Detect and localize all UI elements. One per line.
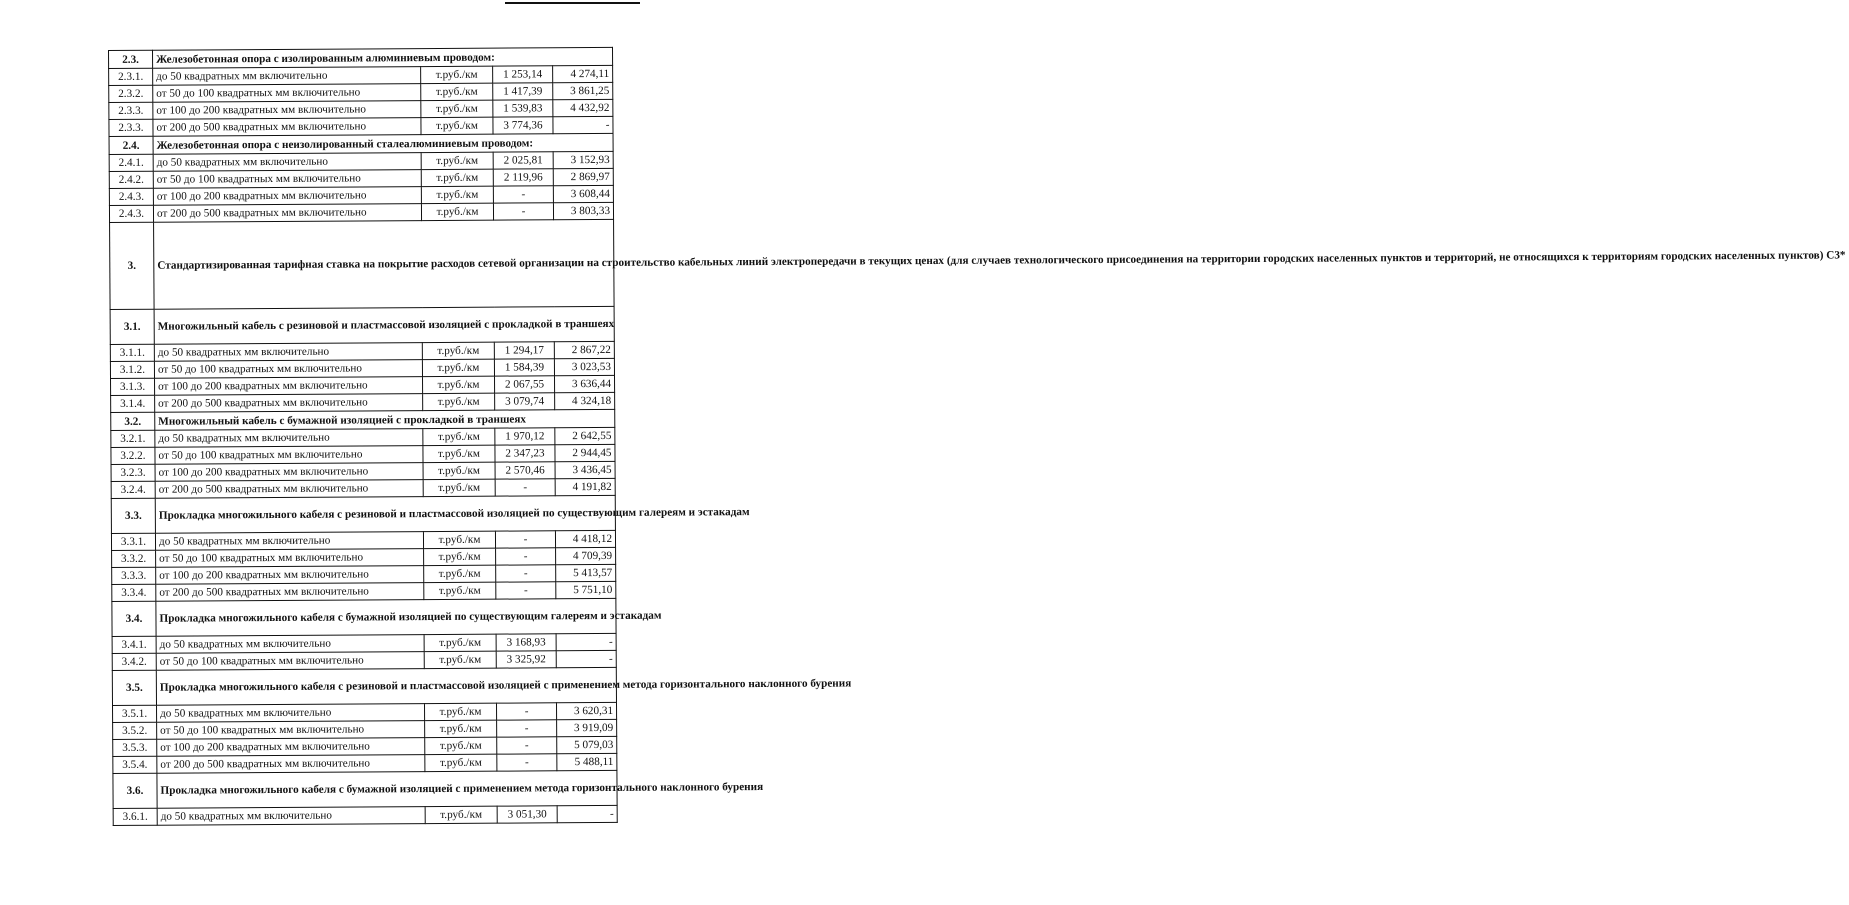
row-description: от 100 до 200 квадратных мм включительно [155,377,423,396]
section-title: Многожильный кабель с резиновой и пластмассовой изоляцией с прокладкой в траншеях [154,306,614,344]
row-unit: т.руб./км [421,169,493,186]
row-number: 3.3.2. [112,550,156,567]
row-number: 3.1.2. [110,361,154,378]
table-row [112,667,616,705]
row-value-2: 3 152,93 [553,151,613,168]
row-number: 2.4.3. [109,205,153,222]
row-description: до 50 квадратных мм включительно [154,343,422,362]
row-unit: т.руб./км [423,445,495,462]
tariff-table [108,47,1846,826]
row-unit: т.руб./км [423,428,495,445]
row-description: до 50 квадратных мм включительно [153,153,421,172]
row-value-2: 3 620,31 [556,702,616,719]
row-value-2: 3 861,25 [553,82,613,99]
row-unit: т.руб./км [422,342,494,359]
row-unit: т.руб./км [425,806,497,823]
row-number: 2.3.1. [109,68,153,85]
section-title: Прокладка многожильного кабеля с бумажной изоляцией по существующим галереям и эстакадам [156,598,616,636]
row-value-2: 3 436,45 [555,461,615,478]
table-row [113,770,617,808]
row-value-1: 2 570,46 [495,462,555,479]
row-unit: т.руб./км [425,737,497,754]
row-value-1: - [493,186,553,203]
row-value-1: 1 417,39 [493,83,553,100]
row-number: 3.3.1. [111,533,155,550]
row-value-2: - [556,650,616,667]
row-description: от 200 до 500 квадратных мм включительно [157,755,425,774]
row-value-2: 4 709,39 [556,547,616,564]
row-description: от 200 до 500 квадратных мм включительно [155,480,423,499]
row-value-2: 5 079,03 [557,736,617,753]
row-value-1: - [495,531,555,548]
row-number: 3.6.1. [113,808,157,825]
row-unit: т.руб./км [423,376,495,393]
row-description: от 50 до 100 квадратных мм включительно [154,360,422,379]
row-value-1: 1 584,39 [494,359,554,376]
row-value-1: 2 025,81 [493,152,553,169]
row-value-1: - [497,737,557,754]
row-value-2: 3 608,44 [553,185,613,202]
row-value-1: 3 051,30 [497,806,557,823]
row-number: 3.3.4. [112,584,156,601]
row-description: до 50 квадратных мм включительно [155,429,423,448]
row-number: 3.5.2. [113,722,157,739]
row-number: 2.4.1. [109,154,153,171]
section-number: 3.5. [112,670,156,705]
row-value-1: - [495,479,555,496]
row-description: от 50 до 100 квадратных мм включительно [157,721,425,740]
row-number: 3.1.3. [111,378,155,395]
row-value-2: 5 488,11 [557,753,617,770]
row-value-2: 5 413,57 [556,564,616,581]
row-number: 2.3.3. [109,119,153,136]
row-value-2: 2 867,22 [554,341,614,358]
row-value-2: 4 191,82 [555,478,615,495]
row-description: от 200 до 500 квадратных мм включительно [153,204,421,223]
row-number: 2.3.2. [109,85,153,102]
row-value-1: 1 253,14 [493,66,553,83]
row-description: от 200 до 500 квадратных мм включительно [153,118,421,137]
section-number: 2.4. [109,136,153,154]
row-unit: т.руб./км [421,203,493,220]
row-value-1: 2 119,96 [493,169,553,186]
row-description: от 200 до 500 квадратных мм включительно [155,394,423,413]
row-unit: т.руб./км [424,634,496,651]
row-number: 3.5.1. [113,705,157,722]
section-title: Прокладка многожильного кабеля с резиновой и пластмассовой изоляцией по существующим галереям и эстакадам [155,495,615,533]
row-unit: т.руб./км [422,359,494,376]
row-value-2: - [556,633,616,650]
section-number: 3. [110,222,155,309]
row-value-1: - [496,565,556,582]
section-number: 3.4. [112,601,156,636]
row-value-1: - [496,582,556,599]
row-description: от 100 до 200 квадратных мм включительно [157,738,425,757]
row-unit: т.руб./км [424,703,496,720]
row-number: 3.5.4. [113,756,157,773]
row-value-1: - [496,548,556,565]
row-value-2: 4 418,12 [555,530,615,547]
row-description: от 100 до 200 квадратных мм включительно [153,187,421,206]
row-unit: т.руб./км [421,66,493,83]
row-unit: т.руб./км [421,152,493,169]
row-value-2: 3 636,44 [554,375,614,392]
row-number: 3.1.4. [111,395,155,412]
row-unit: т.руб./км [424,565,496,582]
row-number: 3.2.3. [111,464,155,481]
table-row [112,598,616,636]
row-description: от 100 до 200 квадратных мм включительно [153,101,421,120]
section-title: Железобетонная опора с неизолированный сталеалюминиевым проводом: [153,133,613,154]
section-number: 3.3. [111,498,155,533]
row-description: от 100 до 200 квадратных мм включительно [155,463,423,482]
row-value-1: - [497,720,557,737]
row-number: 3.3.3. [112,567,156,584]
row-unit: т.руб./км [424,582,496,599]
row-description: от 50 до 100 квадратных мм включительно [155,446,423,465]
row-value-1: 3 168,93 [496,634,556,651]
row-value-2: 3 023,53 [554,358,614,375]
row-value-1: 1 294,17 [494,342,554,359]
row-description: до 50 квадратных мм включительно [157,704,425,723]
row-unit: т.руб./км [423,479,495,496]
section-number: 3.2. [111,412,155,430]
row-value-2: 4 432,92 [553,99,613,116]
row-number: 3.2.1. [111,430,155,447]
table-row [111,495,615,533]
row-value-2: 5 751,10 [556,581,616,598]
row-number: 2.4.2. [109,171,153,188]
row-value-2: 4 274,11 [553,65,613,82]
row-value-2: 3 919,09 [557,719,617,736]
row-number: 3.2.4. [111,481,155,498]
row-description: от 50 до 100 квадратных мм включительно [156,549,424,568]
row-number: 2.4.3. [109,188,153,205]
row-value-1: 3 325,92 [496,651,556,668]
section-number: 3.6. [113,773,157,808]
section-title: Прокладка многожильного кабеля с резиновой и пластмассовой изоляцией с применением метода горизонтального наклонного бурения [156,667,616,705]
row-value-1: - [493,203,553,220]
section-number: 2.3. [109,50,153,68]
table-row [110,219,615,309]
row-value-1: 3 774,36 [493,117,553,134]
row-unit: т.руб./км [423,531,495,548]
row-unit: т.руб./км [423,462,495,479]
row-number: 3.4.2. [112,653,156,670]
row-value-2: 2 944,45 [555,444,615,461]
row-value-1: 2 067,55 [494,376,554,393]
table-row [110,306,614,344]
row-value-1: 1 539,83 [493,100,553,117]
row-value-1: 2 347,23 [495,445,555,462]
tariff-table-body [109,47,1846,825]
row-description: до 50 квадратных мм включительно [157,807,425,826]
row-value-2: 3 803,33 [553,202,613,219]
row-unit: т.руб./км [425,754,497,771]
row-description: до 50 квадратных мм включительно [156,635,424,654]
row-value-2: - [557,805,617,822]
section-number: 3.1. [110,309,154,344]
row-value-1: 1 970,12 [495,428,555,445]
table-row [113,805,617,825]
row-number: 3.1.1. [110,344,154,361]
row-value-1: 3 079,74 [495,393,555,410]
top-rule [505,2,640,4]
row-unit: т.руб./км [421,117,493,134]
row-unit: т.руб./км [421,100,493,117]
row-unit: т.руб./км [424,548,496,565]
row-number: 2.3.3. [109,102,153,119]
row-unit: т.руб./км [423,393,495,410]
row-description: от 50 до 100 квадратных мм включительно [153,84,421,103]
row-description: от 50 до 100 квадратных мм включительно [153,170,421,189]
row-description: от 200 до 500 квадратных мм включительно [156,583,424,602]
row-number: 3.5.3. [113,739,157,756]
row-unit: т.руб./км [424,651,496,668]
row-description: до 50 квадратных мм включительно [153,67,421,86]
row-value-2: 2 869,97 [553,168,613,185]
section-title: Железобетонная опора с изолированным алюминиевым проводом: [153,47,613,68]
row-value-2: 2 642,55 [555,427,615,444]
row-unit: т.руб./км [421,186,493,203]
section-title: Прокладка многожильного кабеля с бумажной изоляцией с применением метода горизонтального наклонного бурения [157,770,617,808]
row-description: от 100 до 200 квадратных мм включительно [156,566,424,585]
row-value-1: - [497,754,557,771]
row-number: 3.2.2. [111,447,155,464]
row-value-1: - [496,703,556,720]
row-number: 3.4.1. [112,636,156,653]
row-value-2: 4 324,18 [555,392,615,409]
row-unit: т.руб./км [425,720,497,737]
section-title: Стандартизированная тарифная ставка на покрытие расходов сетевой организации на строительство кабельных линий электропередачи в текущих ценах (для случаев технологического присоединения на территории городских населенных пунктов и территорий, не относящихся к территориям городских населенных пунктов) С3* [154,219,615,309]
row-description: от 50 до 100 квадратных мм включительно [156,652,424,671]
row-description: до 50 квадратных мм включительно [155,532,423,551]
section-title: Многожильный кабель с бумажной изоляцией с прокладкой в траншеях [155,409,615,430]
row-unit: т.руб./км [421,83,493,100]
row-value-2: - [553,116,613,133]
